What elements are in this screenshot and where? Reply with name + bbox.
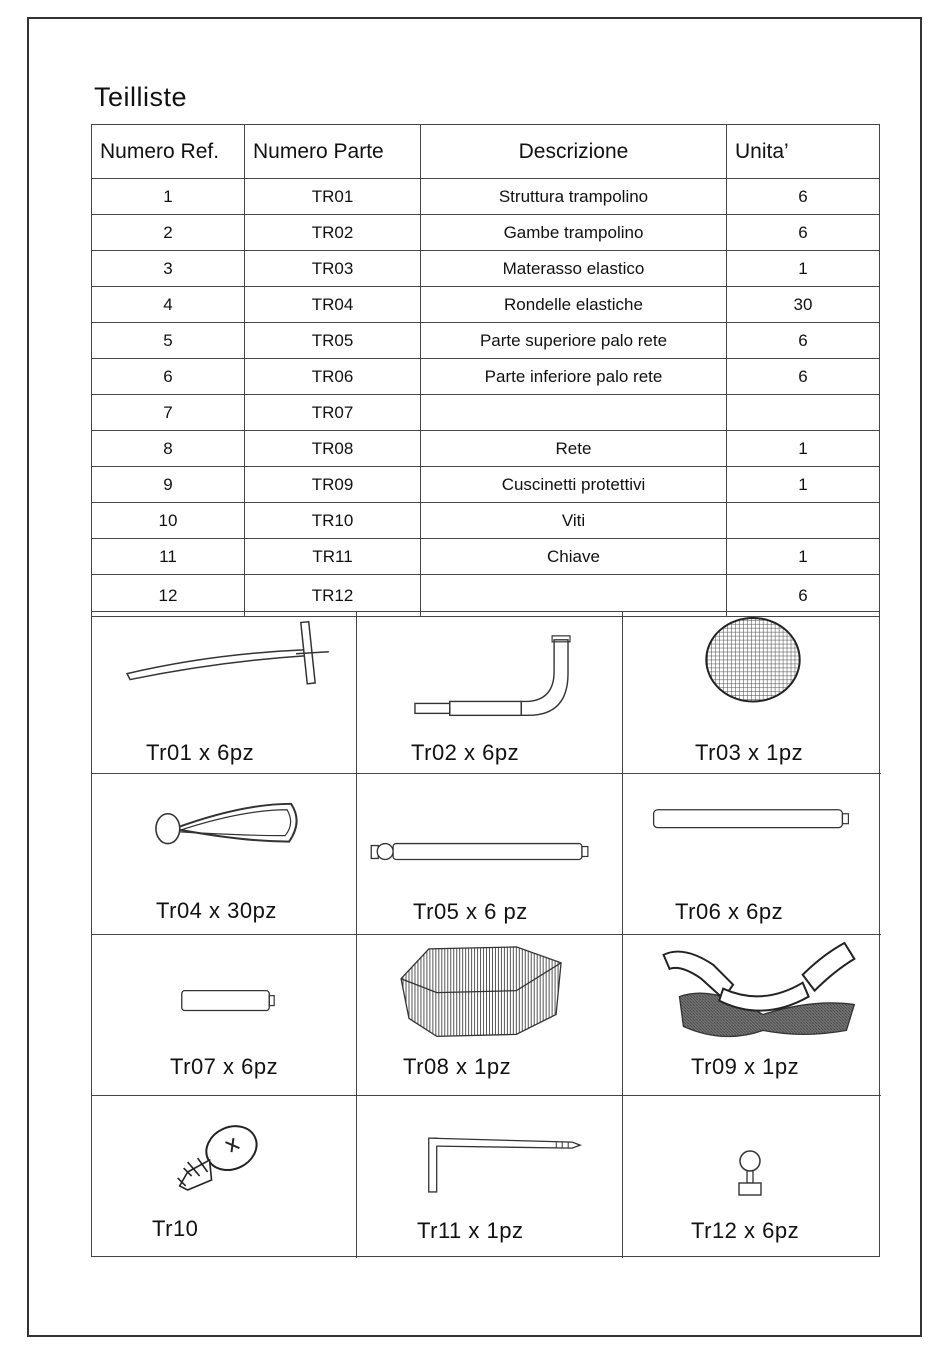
cell-part: TR01 <box>245 179 421 215</box>
table-row <box>92 251 880 287</box>
part-label: Tr04 x 30pz <box>156 898 277 923</box>
cell-part: TR05 <box>245 323 421 359</box>
cell-units: 1 <box>727 431 880 467</box>
table-row <box>92 467 880 503</box>
table-row <box>92 287 880 323</box>
cell-part: TR02 <box>245 215 421 251</box>
cell-units: 1 <box>727 467 880 503</box>
part-cell <box>92 774 357 935</box>
cell-description: Chiave <box>421 539 727 575</box>
table-row <box>92 395 880 431</box>
table-row <box>92 431 880 467</box>
cell-units: 1 <box>727 251 880 287</box>
cell-description: Rondelle elastiche <box>421 287 727 323</box>
cell-part: TR10 <box>245 503 421 539</box>
part-cell <box>357 612 623 774</box>
part-label: Tr08 x 1pz <box>403 1054 512 1079</box>
part-label: Tr11 x 1pz <box>417 1218 524 1243</box>
cell-units: 6 <box>727 179 880 215</box>
part-cell <box>92 935 357 1096</box>
cell-ref: 3 <box>92 251 245 287</box>
cell-units <box>727 503 880 539</box>
header-units: Unita’ <box>727 125 880 179</box>
part-cell <box>623 774 881 935</box>
table-row <box>92 503 880 539</box>
part-cell <box>623 935 881 1096</box>
cell-part: TR03 <box>245 251 421 287</box>
part-label: Tr09 x 1pz <box>691 1054 800 1079</box>
cell-description: Parte inferiore palo rete <box>421 359 727 395</box>
part-label: Tr01 x 6pz <box>146 740 255 765</box>
part-cell <box>92 612 357 774</box>
cell-units: 6 <box>727 575 880 617</box>
cell-ref: 7 <box>92 395 245 431</box>
cell-description: Cuscinetti protettivi <box>421 467 727 503</box>
cell-description: Parte superiore palo rete <box>421 323 727 359</box>
part-label: Tr10 <box>152 1216 199 1241</box>
header-part: Numero Parte <box>245 125 421 179</box>
screw-icon <box>92 1096 356 1258</box>
cell-part: TR11 <box>245 539 421 575</box>
cell-ref: 6 <box>92 359 245 395</box>
cell-ref: 8 <box>92 431 245 467</box>
cell-description <box>421 395 727 431</box>
table-row <box>92 323 880 359</box>
parts-table <box>91 124 880 617</box>
cell-ref: 12 <box>92 575 245 617</box>
cell-units <box>727 395 880 431</box>
cell-description: Gambe trampolino <box>421 215 727 251</box>
cell-ref: 10 <box>92 503 245 539</box>
table-row <box>92 215 880 251</box>
cell-part: TR04 <box>245 287 421 323</box>
cell-description: Viti <box>421 503 727 539</box>
part-label: Tr07 x 6pz <box>170 1054 279 1079</box>
table-header-row <box>92 125 880 179</box>
part-cell <box>92 1096 357 1258</box>
cell-units: 1 <box>727 539 880 575</box>
header-description: Descrizione <box>421 125 727 179</box>
cell-part: TR12 <box>245 575 421 617</box>
cell-part: TR06 <box>245 359 421 395</box>
cell-units: 6 <box>727 359 880 395</box>
cell-ref: 9 <box>92 467 245 503</box>
cell-ref: 1 <box>92 179 245 215</box>
table-row <box>92 359 880 395</box>
cell-part: TR07 <box>245 395 421 431</box>
table-row <box>92 539 880 575</box>
cell-part: TR08 <box>245 431 421 467</box>
parts-illustration-grid <box>91 611 880 1257</box>
cell-description: Materasso elastico <box>421 251 727 287</box>
part-cell <box>357 774 623 935</box>
part-cell <box>623 1096 881 1258</box>
part-label: Tr05 x 6 pz <box>413 899 528 924</box>
cell-description: Struttura trampolino <box>421 179 727 215</box>
cell-ref: 2 <box>92 215 245 251</box>
cell-units: 6 <box>727 215 880 251</box>
part-label: Tr12 x 6pz <box>691 1218 800 1243</box>
cell-ref: 5 <box>92 323 245 359</box>
part-cell <box>357 1096 623 1258</box>
cell-units: 30 <box>727 287 880 323</box>
part-label: Tr06 x 6pz <box>675 899 784 924</box>
part-cell <box>623 612 881 774</box>
cell-ref: 4 <box>92 287 245 323</box>
header-ref: Numero Ref. <box>92 125 245 179</box>
part-label: Tr02 x 6pz <box>411 740 520 765</box>
cell-part: TR09 <box>245 467 421 503</box>
cell-units: 6 <box>727 323 880 359</box>
cell-description: Rete <box>421 431 727 467</box>
page-title: Teilliste <box>94 82 188 112</box>
part-label: Tr03 x 1pz <box>695 740 804 765</box>
cell-ref: 11 <box>92 539 245 575</box>
part-cell <box>357 935 623 1096</box>
table-row <box>92 179 880 215</box>
